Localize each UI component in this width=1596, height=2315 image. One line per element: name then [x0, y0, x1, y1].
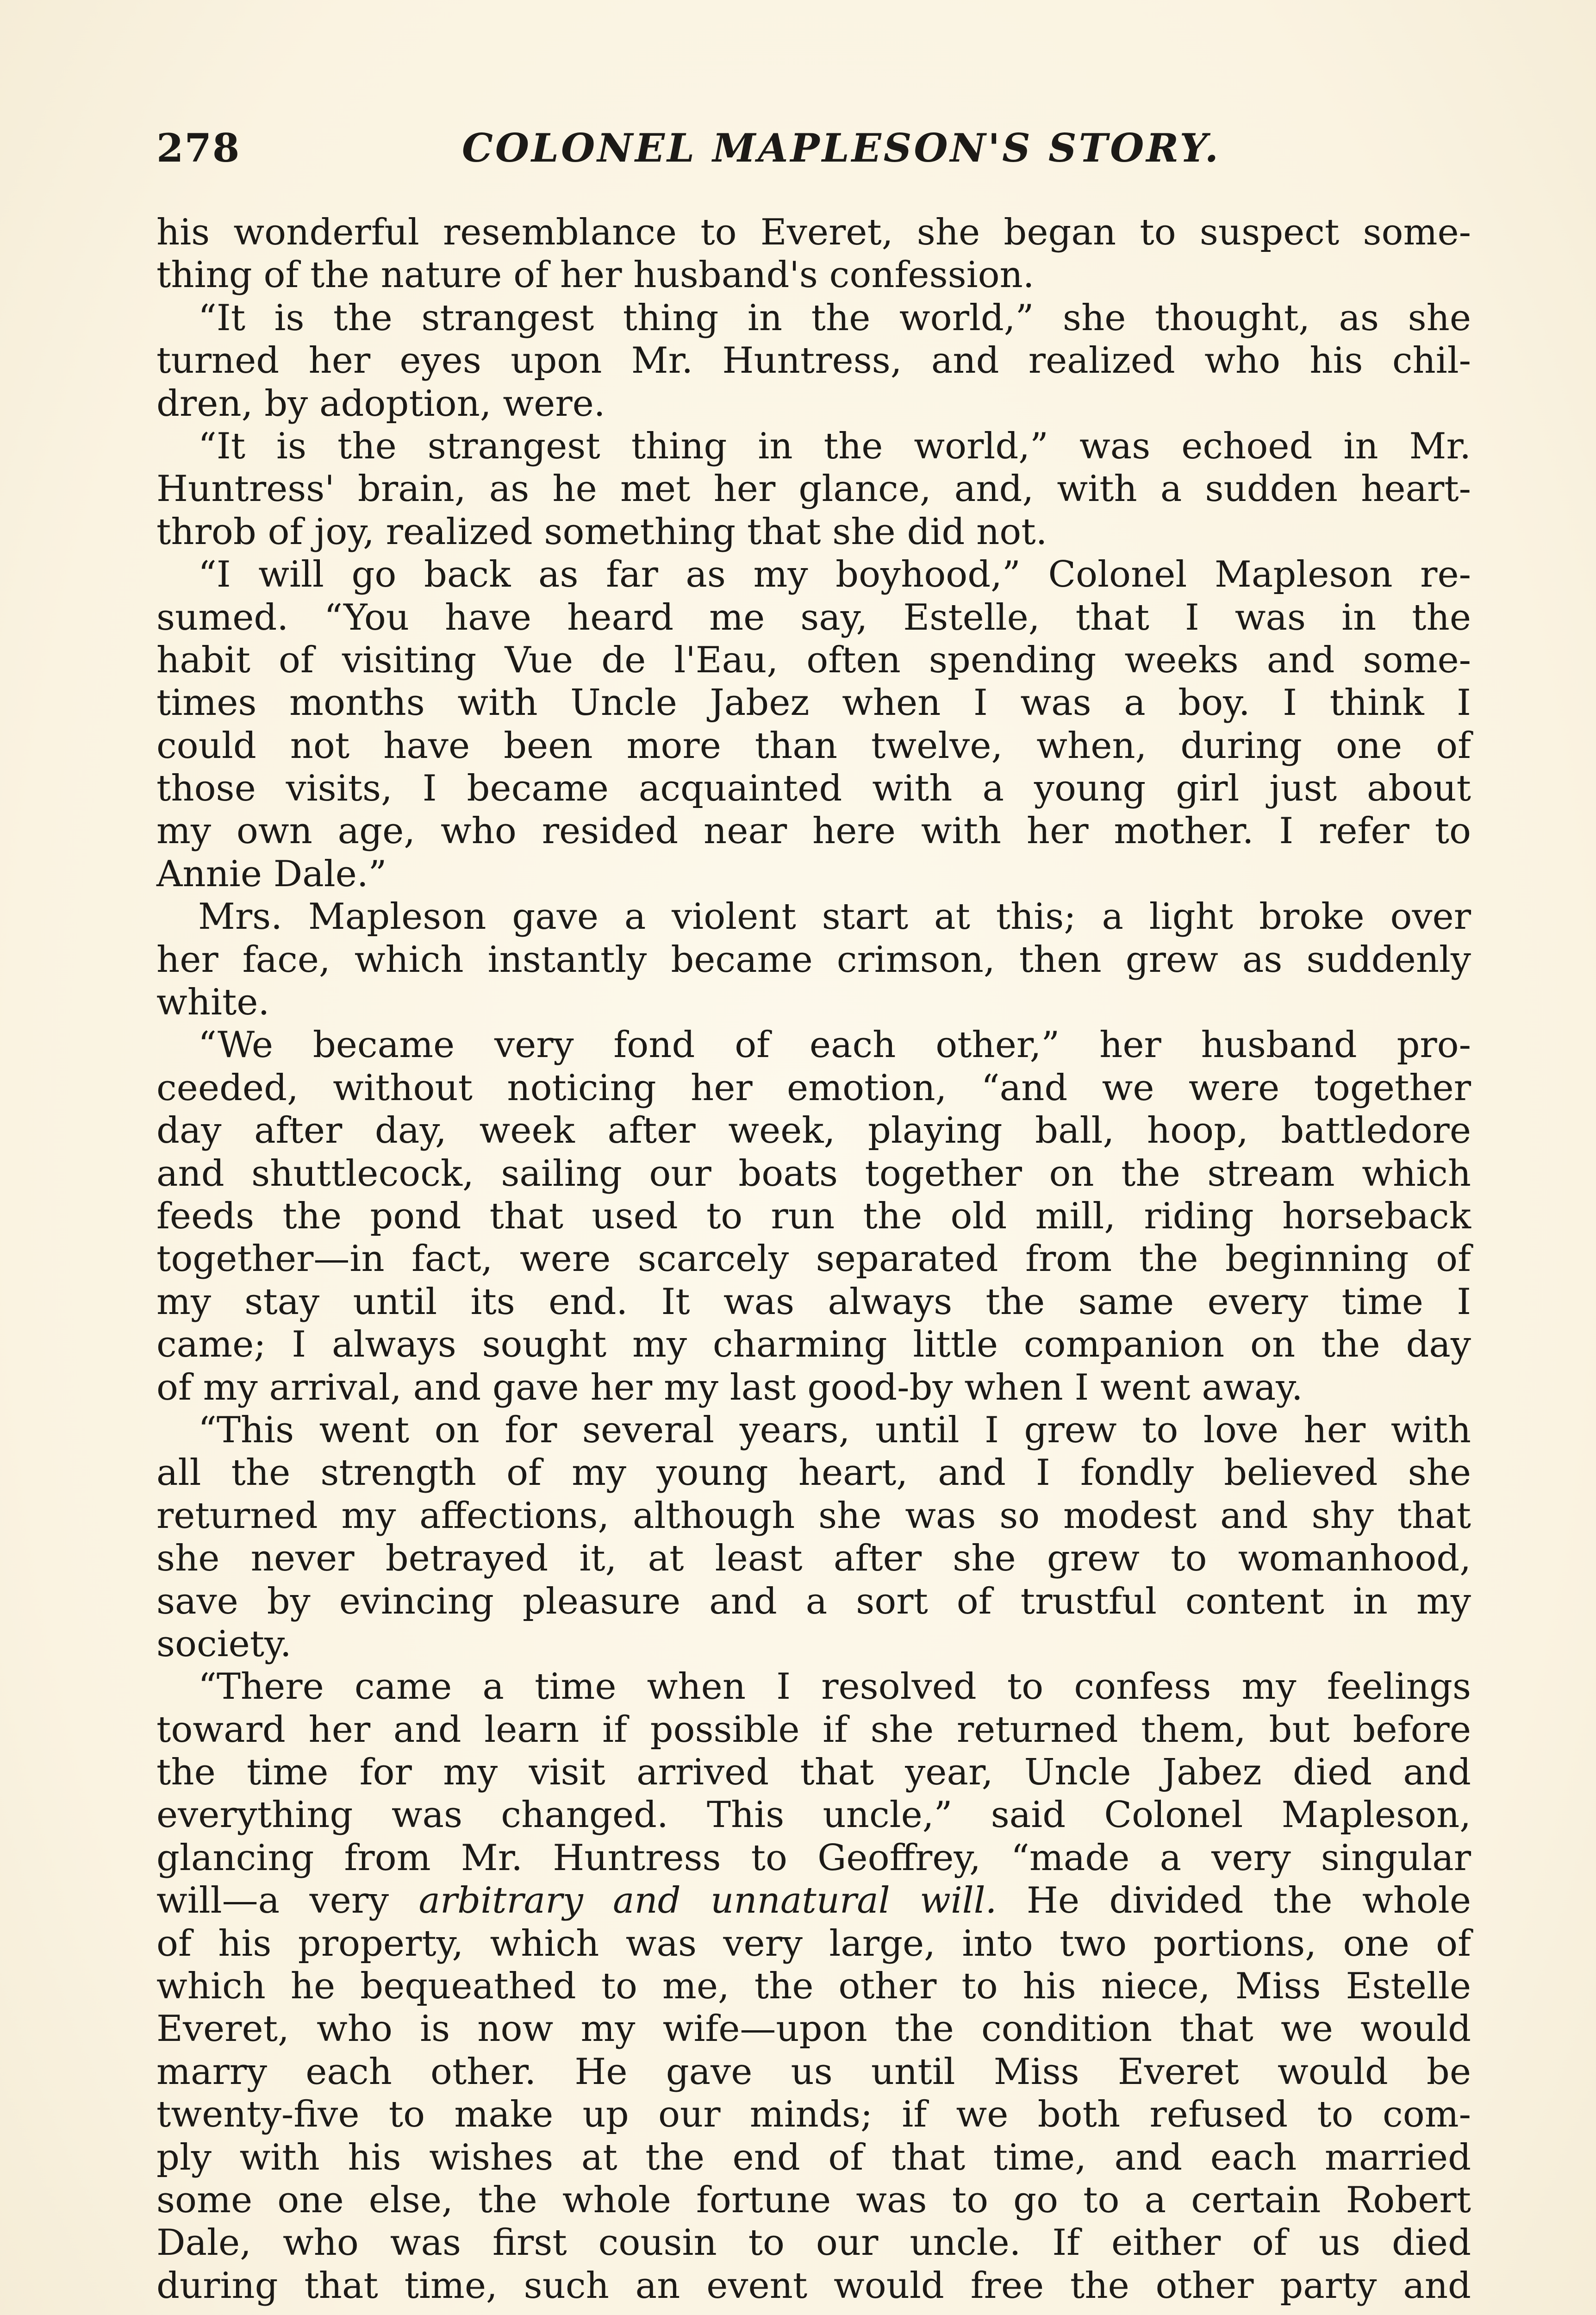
text-line: his wonderful resemblance to Everet, she began to suspect some- [156, 212, 1471, 253]
body-text [156, 211, 1471, 2307]
text-line: “We became very fond of each other,” her husband pro- [198, 1024, 1471, 1066]
text-line: all the strength of my young heart, and I fondly believed she [156, 1452, 1471, 1494]
text-line: during that time, such an event would free the other party and [156, 2265, 1471, 2307]
text-line: sumed. “You have heard me say, Estelle, that I was in the [156, 596, 1471, 638]
text-line: Everet, who is now my wife—upon the condition that we would [156, 2008, 1471, 2050]
text-line: returned my affections, although she was so modest and shy that [156, 1495, 1471, 1537]
text-line: Mrs. Mapleson gave a violent start at this; a light broke over [198, 896, 1471, 938]
text-line: she never betrayed it, at least after she grew to womanhood, [156, 1538, 1471, 1580]
text-line: the time for my visit arrived that year, Uncle Jabez died and [156, 1752, 1471, 1794]
text-line: twenty-five to make up our minds; if we both refused to com- [156, 2094, 1471, 2136]
text-line: of his property, which was very large, into two portions, one of [156, 1922, 1471, 1965]
text-line: which he bequeathed to me, the other to his niece, Miss Estelle [156, 1965, 1471, 2008]
text-line: turned her eyes upon Mr. Huntress, and realized who his chil- [156, 340, 1471, 382]
text-line: feeds the pond that used to run the old mill, riding horseback [156, 1195, 1471, 1237]
text-line: her face, which instantly became crimson, then grew as suddenly [156, 939, 1471, 981]
text-line: glancing from Mr. Huntress to Geoffrey, “made a very singular [156, 1837, 1471, 1879]
text-line: “This went on for several years, until I grew to love her with [198, 1409, 1471, 1451]
text-line: “There came a time when I resolved to confess my feelings [198, 1666, 1471, 1708]
text-line: times months with Uncle Jabez when I was a boy. I think I [156, 682, 1471, 724]
text-line: “It is the strangest thing in the world,” she thought, as she [198, 297, 1471, 339]
text-line: throb of joy, realized something that she did not. [156, 511, 1047, 553]
text-line: “I will go back as far as my boyhood,” Colonel Mapleson re- [198, 554, 1471, 596]
text-line: of my arrival, and gave her my last good-by when I went away. [156, 1366, 1303, 1408]
text-line: marry each other. He gave us until Miss Everet would be [156, 2051, 1471, 2093]
text-line: and shuttlecock, sailing our boats together on the stream which [156, 1152, 1471, 1195]
text-line: ceeded, without noticing her emotion, “and we were together [156, 1067, 1471, 1109]
text-line: day after day, week after week, playing ball, hoop, battledore [156, 1110, 1471, 1152]
page-number: 278 [156, 125, 241, 171]
text-line: Dale, who was first cousin to our uncle. If either of us died [156, 2222, 1471, 2264]
text-line: will—a very arbitrary and unnatural will. He divided the whole [156, 1880, 1471, 1922]
running-head [156, 125, 1471, 176]
text-line: could not have been more than twelve, when, during one of [156, 725, 1471, 767]
text-line: came; I always sought my charming little companion on the day [156, 1324, 1471, 1366]
text-line: dren, by adoption, were. [156, 382, 605, 425]
italic-phrase: arbitrary and unnatural will. [418, 1880, 997, 1922]
text-line: some one else, the whole fortune was to go to a certain Robert [156, 2179, 1471, 2221]
text-line: together—in fact, were scarcely separated from the beginning of [156, 1238, 1471, 1280]
text-line: thing of the nature of her husband's confession. [156, 254, 1035, 296]
text-line: Huntress' brain, as he met her glance, and, with a sudden heart- [156, 468, 1471, 510]
text-line: white. [156, 982, 270, 1024]
text-line: ply with his wishes at the end of that time, and each married [156, 2136, 1471, 2178]
text-line: habit of visiting Vue de l'Eau, often spending weeks and some- [156, 639, 1471, 681]
text-line: those visits, I became acquainted with a young girl just about [156, 768, 1471, 810]
text-line: my own age, who resided near here with her mother. I refer to [156, 810, 1471, 852]
text-line: Annie Dale.” [156, 853, 387, 895]
text-line: my stay until its end. It was always the same every time I [156, 1281, 1471, 1323]
text-line: “It is the strangest thing in the world,” was echoed in Mr. [198, 425, 1471, 467]
text-line: everything was changed. This uncle,” said Colonel Mapleson, [156, 1794, 1471, 1836]
text-line: society. [156, 1623, 292, 1665]
text-line: save by evincing pleasure and a sort of trustful content in my [156, 1580, 1471, 1622]
running-title: COLONEL MAPLESON'S STORY. [462, 125, 1221, 171]
text-line: toward her and learn if possible if she returned them, but before [156, 1708, 1471, 1751]
